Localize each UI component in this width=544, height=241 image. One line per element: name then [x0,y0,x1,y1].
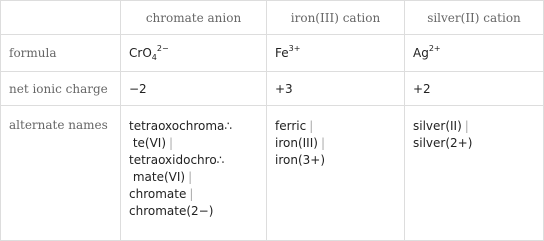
row-header-charge: net ionic charge [1,72,121,106]
formula-silver-base: Ag [413,46,429,60]
alt-chromate-line4: mate(VI) [132,170,186,184]
formula-iron [267,35,405,72]
charge-row [1,72,544,106]
separator: | [169,136,174,150]
corner-cell [1,1,121,35]
column-header-silver: silver(II) cation [405,1,544,35]
alt-silver-line2: silver(2+) [413,136,473,150]
separator: | [188,170,193,184]
formula-row [1,35,544,72]
charge-chromate: −2 [121,72,267,106]
separator: | [464,119,469,133]
alt-chromate-line5: chromate [129,187,187,201]
alt-chromate-line3: tetraoxidochro∴ [129,153,225,167]
formula-chromate-base: CrO [129,46,152,60]
separator: | [320,136,325,150]
alt-iron-line1: ferric [275,119,307,133]
separator: | [309,119,314,133]
alt-chromate-line2: te(VI) [132,136,167,150]
alt-iron-line3: iron(3+) [275,153,326,167]
formula-chromate-sup: 2− [156,44,169,53]
charge-iron: +3 [267,72,405,106]
formula-chromate [121,35,267,72]
charge-silver: +2 [405,72,544,106]
alt-iron-line2: iron(III) [275,136,318,150]
formula-silver-sup: 2+ [428,44,441,53]
row-header-formula: formula [1,35,121,72]
alt-chromate-line1: tetraoxochroma∴ [129,119,233,133]
alternate-iron [267,106,405,241]
column-header-iron: iron(III) cation [267,1,405,35]
alternate-chromate [121,106,267,241]
formula-silver [405,35,544,72]
column-header-chromate: chromate anion [121,1,267,35]
alt-chromate-line6: chromate(2−) [129,204,214,218]
formula-iron-base: Fe [275,46,289,60]
formula-iron-sup: 3+ [288,44,301,53]
separator: | [189,187,194,201]
alternate-names-row [1,106,544,241]
row-header-alternate: alternate names [1,106,121,241]
alternate-silver [405,106,544,241]
alt-silver-line1: silver(II) [413,119,462,133]
header-row [1,1,544,35]
formula-chromate-sub: 4 [151,53,157,62]
